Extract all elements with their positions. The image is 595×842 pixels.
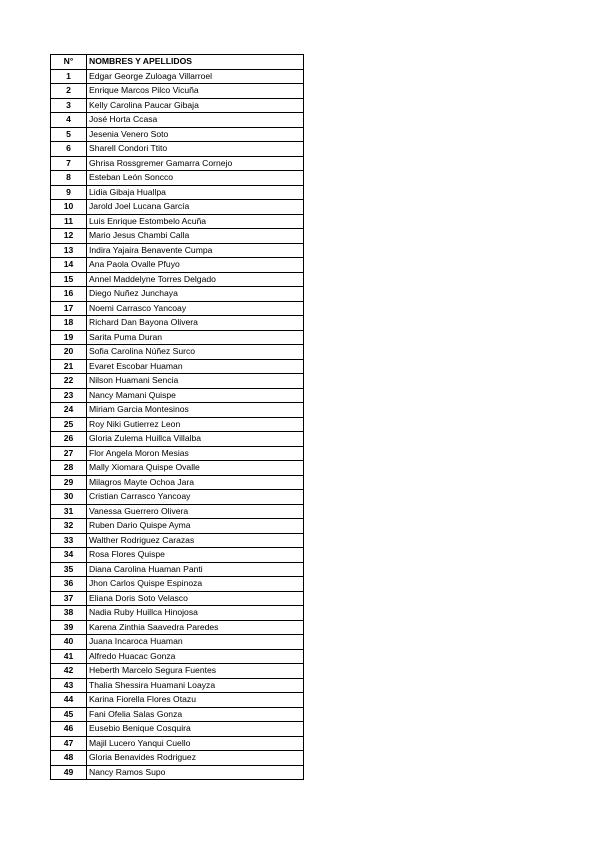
row-number: 39 <box>51 620 87 635</box>
table-row <box>51 678 304 693</box>
row-name: Karena Zinthia Saavedra Paredes <box>87 620 304 635</box>
row-name: Gloria Benavides Rodriguez <box>87 751 304 766</box>
table-row <box>51 591 304 606</box>
row-name: Annel Maddelyne Torres Delgado <box>87 272 304 287</box>
table-row <box>51 417 304 432</box>
row-name: Ana Paola Ovalle Pfuyo <box>87 258 304 273</box>
row-name: Nadia Ruby Huillca Hinojosa <box>87 606 304 621</box>
row-number: 26 <box>51 432 87 447</box>
table-row <box>51 693 304 708</box>
table-row <box>51 533 304 548</box>
row-number: 19 <box>51 330 87 345</box>
row-name: Roy Niki Gutierrez Leon <box>87 417 304 432</box>
row-number: 43 <box>51 678 87 693</box>
table-row <box>51 548 304 563</box>
table-row <box>51 432 304 447</box>
table-row <box>51 374 304 389</box>
row-number: 14 <box>51 258 87 273</box>
row-number: 3 <box>51 98 87 113</box>
row-number: 10 <box>51 200 87 215</box>
row-number: 49 <box>51 765 87 780</box>
row-name: Vanessa Guerrero Olivera <box>87 504 304 519</box>
row-name: Richard Dan Bayona Olivera <box>87 316 304 331</box>
table-row <box>51 156 304 171</box>
row-number: 47 <box>51 736 87 751</box>
row-number: 25 <box>51 417 87 432</box>
row-name: Diana Carolina Huaman Panti <box>87 562 304 577</box>
row-number: 35 <box>51 562 87 577</box>
table-row <box>51 606 304 621</box>
table-row <box>51 345 304 360</box>
row-name: Nancy Ramos Supo <box>87 765 304 780</box>
table-row <box>51 388 304 403</box>
table-row <box>51 171 304 186</box>
table-row <box>51 214 304 229</box>
table-row <box>51 751 304 766</box>
row-number: 48 <box>51 751 87 766</box>
header-name: NOMBRES Y APELLIDOS <box>87 55 304 70</box>
row-name: Indira Yajaira Benavente Cumpa <box>87 243 304 258</box>
row-name: Evaret Escobar Huaman <box>87 359 304 374</box>
row-name: Nilson Huamani Sencia <box>87 374 304 389</box>
row-number: 21 <box>51 359 87 374</box>
table-row <box>51 359 304 374</box>
row-number: 16 <box>51 287 87 302</box>
row-number: 18 <box>51 316 87 331</box>
row-name: Kelly Carolina Paucar Gibaja <box>87 98 304 113</box>
table-row <box>51 316 304 331</box>
row-name: Luis Enrique Estombelo Acuña <box>87 214 304 229</box>
row-number: 30 <box>51 490 87 505</box>
table-row <box>51 229 304 244</box>
row-number: 8 <box>51 171 87 186</box>
table-row <box>51 562 304 577</box>
table-row <box>51 475 304 490</box>
table-row <box>51 127 304 142</box>
table-row <box>51 635 304 650</box>
row-name: Sofia Carolina Núñez Surco <box>87 345 304 360</box>
row-name: Edgar George Zuloaga Villarroel <box>87 69 304 84</box>
row-number: 34 <box>51 548 87 563</box>
row-number: 40 <box>51 635 87 650</box>
table-row <box>51 258 304 273</box>
row-name: Sarita Puma Duran <box>87 330 304 345</box>
row-name: Esteban León Soncco <box>87 171 304 186</box>
table-row <box>51 461 304 476</box>
table-row <box>51 765 304 780</box>
row-number: 20 <box>51 345 87 360</box>
row-name: Sharell Condori Ttito <box>87 142 304 157</box>
row-number: 23 <box>51 388 87 403</box>
row-name: Heberth Marcelo Segura Fuentes <box>87 664 304 679</box>
table-row <box>51 722 304 737</box>
row-name: Karina Fiorella Flores Otazu <box>87 693 304 708</box>
row-number: 4 <box>51 113 87 128</box>
row-number: 42 <box>51 664 87 679</box>
row-name: Diego Nuñez Junchaya <box>87 287 304 302</box>
table-row <box>51 707 304 722</box>
row-name: Ruben Dario Quispe Ayma <box>87 519 304 534</box>
row-number: 46 <box>51 722 87 737</box>
row-name: Jesenia Venero Soto <box>87 127 304 142</box>
table-row <box>51 446 304 461</box>
row-name: Lidia Gibaja Huallpa <box>87 185 304 200</box>
table-row <box>51 272 304 287</box>
row-number: 24 <box>51 403 87 418</box>
row-number: 1 <box>51 69 87 84</box>
row-name: Ghrisa Rossgremer Gamarra Cornejo <box>87 156 304 171</box>
row-number: 9 <box>51 185 87 200</box>
table-row <box>51 301 304 316</box>
row-number: 11 <box>51 214 87 229</box>
table-row <box>51 403 304 418</box>
row-name: Majil Lucero Yanqui Cuello <box>87 736 304 751</box>
row-name: José Horta Ccasa <box>87 113 304 128</box>
table-row <box>51 504 304 519</box>
table-row <box>51 185 304 200</box>
row-name: Mally Xiomara Quispe Ovalle <box>87 461 304 476</box>
row-number: 7 <box>51 156 87 171</box>
table-row <box>51 649 304 664</box>
row-name: Cristian Carrasco Yancoay <box>87 490 304 505</box>
row-number: 6 <box>51 142 87 157</box>
table-row <box>51 98 304 113</box>
table-row <box>51 736 304 751</box>
table-row <box>51 577 304 592</box>
row-name: Walther Rodriguez Carazas <box>87 533 304 548</box>
table-row <box>51 490 304 505</box>
row-number: 5 <box>51 127 87 142</box>
row-number: 38 <box>51 606 87 621</box>
row-number: 13 <box>51 243 87 258</box>
row-number: 2 <box>51 84 87 99</box>
table-row <box>51 69 304 84</box>
names-table <box>50 54 304 780</box>
row-name: Mario Jesus Chambi Calla <box>87 229 304 244</box>
table-body <box>51 69 304 780</box>
row-name: Gloria Zulema Huillca Villalba <box>87 432 304 447</box>
row-number: 31 <box>51 504 87 519</box>
table-row <box>51 519 304 534</box>
table-row <box>51 113 304 128</box>
row-name: Eliana Doris Soto Velasco <box>87 591 304 606</box>
row-name: Milagros Mayte Ochoa Jara <box>87 475 304 490</box>
row-number: 41 <box>51 649 87 664</box>
row-name: Rosa Flores Quispe <box>87 548 304 563</box>
row-number: 44 <box>51 693 87 708</box>
table-row <box>51 142 304 157</box>
table-row <box>51 84 304 99</box>
row-number: 29 <box>51 475 87 490</box>
table-row <box>51 243 304 258</box>
row-name: Miriam Garcia Montesinos <box>87 403 304 418</box>
row-number: 28 <box>51 461 87 476</box>
row-name: Jarold Joel Lucana García <box>87 200 304 215</box>
table-row <box>51 287 304 302</box>
row-number: 36 <box>51 577 87 592</box>
row-name: Juana Incaroca Huaman <box>87 635 304 650</box>
row-number: 45 <box>51 707 87 722</box>
row-number: 17 <box>51 301 87 316</box>
row-number: 27 <box>51 446 87 461</box>
row-number: 37 <box>51 591 87 606</box>
table-row <box>51 620 304 635</box>
row-name: Jhon Carlos Quispe Espinoza <box>87 577 304 592</box>
row-name: Noemi Carrasco Yancoay <box>87 301 304 316</box>
row-name: Fani Ofelia Salas Gonza <box>87 707 304 722</box>
row-number: 33 <box>51 533 87 548</box>
header-number: N° <box>51 55 87 70</box>
header-row <box>51 55 304 70</box>
row-number: 22 <box>51 374 87 389</box>
row-name: Nancy Mamani Quispe <box>87 388 304 403</box>
row-name: Eusebio Benique Cosquira <box>87 722 304 737</box>
table-row <box>51 664 304 679</box>
row-name: Alfredo Huacac Gonza <box>87 649 304 664</box>
row-name: Enrique Marcos Pilco Vicuña <box>87 84 304 99</box>
table-row <box>51 330 304 345</box>
row-name: Thalia Shessira Huamani Loayza <box>87 678 304 693</box>
row-number: 32 <box>51 519 87 534</box>
row-name: Flor Angela Moron Mesias <box>87 446 304 461</box>
table-row <box>51 200 304 215</box>
row-number: 12 <box>51 229 87 244</box>
row-number: 15 <box>51 272 87 287</box>
